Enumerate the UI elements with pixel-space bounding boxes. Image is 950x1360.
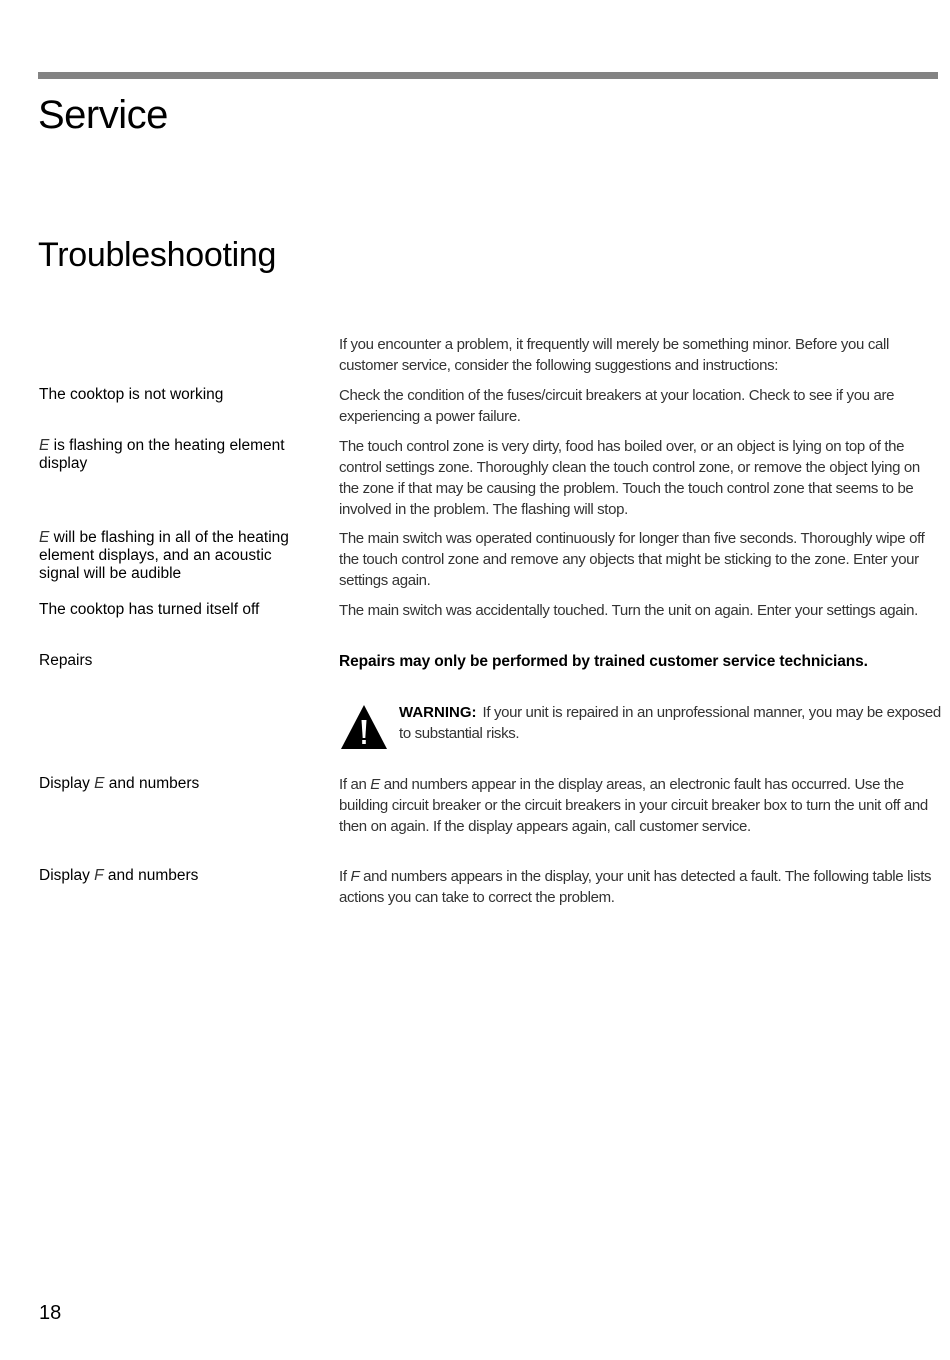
display-e-glyph: E bbox=[370, 776, 380, 793]
solution-prefix: If bbox=[339, 868, 351, 885]
section-title: Service bbox=[38, 93, 168, 137]
display-e-glyph: E bbox=[94, 775, 105, 792]
solution-text: The touch control zone is very dirty, food has boiled over, or an object is lying on top of the control settings zone. Thoroughly clean the touch control zone, or remove the object lying on the zone if that may be causing the problem. Touch the touch control zone that seems to be involved in the problem. The flashing will stop. bbox=[339, 438, 920, 518]
page-number: 18 bbox=[39, 1302, 62, 1324]
warning-label: WARNING: bbox=[399, 704, 477, 721]
solution-body: and numbers appear in the display areas, an electronic fault has occurred. Use the building circuit breaker or the circuit breakers in your circuit breaker box to turn the unit off and then on again. If the display appears again, call customer service. bbox=[339, 776, 928, 835]
section-divider-bar bbox=[38, 72, 938, 79]
problem-label bbox=[39, 437, 309, 473]
solution-text: The main switch was operated continuously for longer than five seconds. Thoroughly wipe off the touch control zone and remove any objects that might be sticking to the zone. Enter your settings again. bbox=[339, 530, 925, 589]
problem-text: will be flashing in all of the heating element displays, and an acoustic signal will be audible bbox=[39, 529, 289, 582]
problem-label: The cooktop is not working bbox=[39, 386, 224, 403]
display-e-glyph: E bbox=[39, 437, 50, 454]
solution-text: Repairs may only be performed by trained customer service technicians. bbox=[339, 653, 868, 670]
display-f-glyph: F bbox=[350, 868, 360, 885]
subsection-title: Troubleshooting bbox=[38, 236, 277, 274]
problem-label: Repairs bbox=[39, 652, 93, 669]
problem-prefix: Display bbox=[39, 775, 95, 792]
solution-text: Check the condition of the fuses/circuit breakers at your location. Check to see if you are experiencing a power failure. bbox=[339, 387, 895, 425]
display-e-glyph: E bbox=[39, 529, 50, 546]
warning-triangle-icon bbox=[340, 704, 388, 750]
solution-text bbox=[339, 866, 941, 908]
solution-text: The main switch was accidentally touched. Turn the unit on again. Enter your settings again. bbox=[339, 602, 918, 619]
solution-body: and numbers appears in the display, your unit has detected a fault. The following table lists actions you can take to correct the problem. bbox=[339, 868, 932, 906]
problem-label: The cooktop has turned itself off bbox=[39, 601, 260, 618]
problem-label bbox=[39, 867, 309, 885]
problem-text: is flashing on the heating element display bbox=[39, 437, 285, 472]
problem-text: and numbers bbox=[103, 867, 199, 884]
warning-text bbox=[399, 702, 944, 744]
display-f-glyph: F bbox=[94, 867, 104, 884]
solution-text bbox=[339, 774, 941, 837]
problem-prefix: Display bbox=[39, 867, 95, 884]
problem-label bbox=[39, 529, 309, 583]
warning-message: If your unit is repaired in an unprofessional manner, you may be exposed to substantial risks. bbox=[399, 704, 941, 742]
problem-label bbox=[39, 775, 309, 793]
solution-prefix: If an bbox=[339, 776, 371, 793]
intro-paragraph: If you encounter a problem, it frequently will merely be something minor. Before you call customer service, consider the following suggestions and instructions: bbox=[339, 336, 889, 374]
problem-text: and numbers bbox=[104, 775, 200, 792]
